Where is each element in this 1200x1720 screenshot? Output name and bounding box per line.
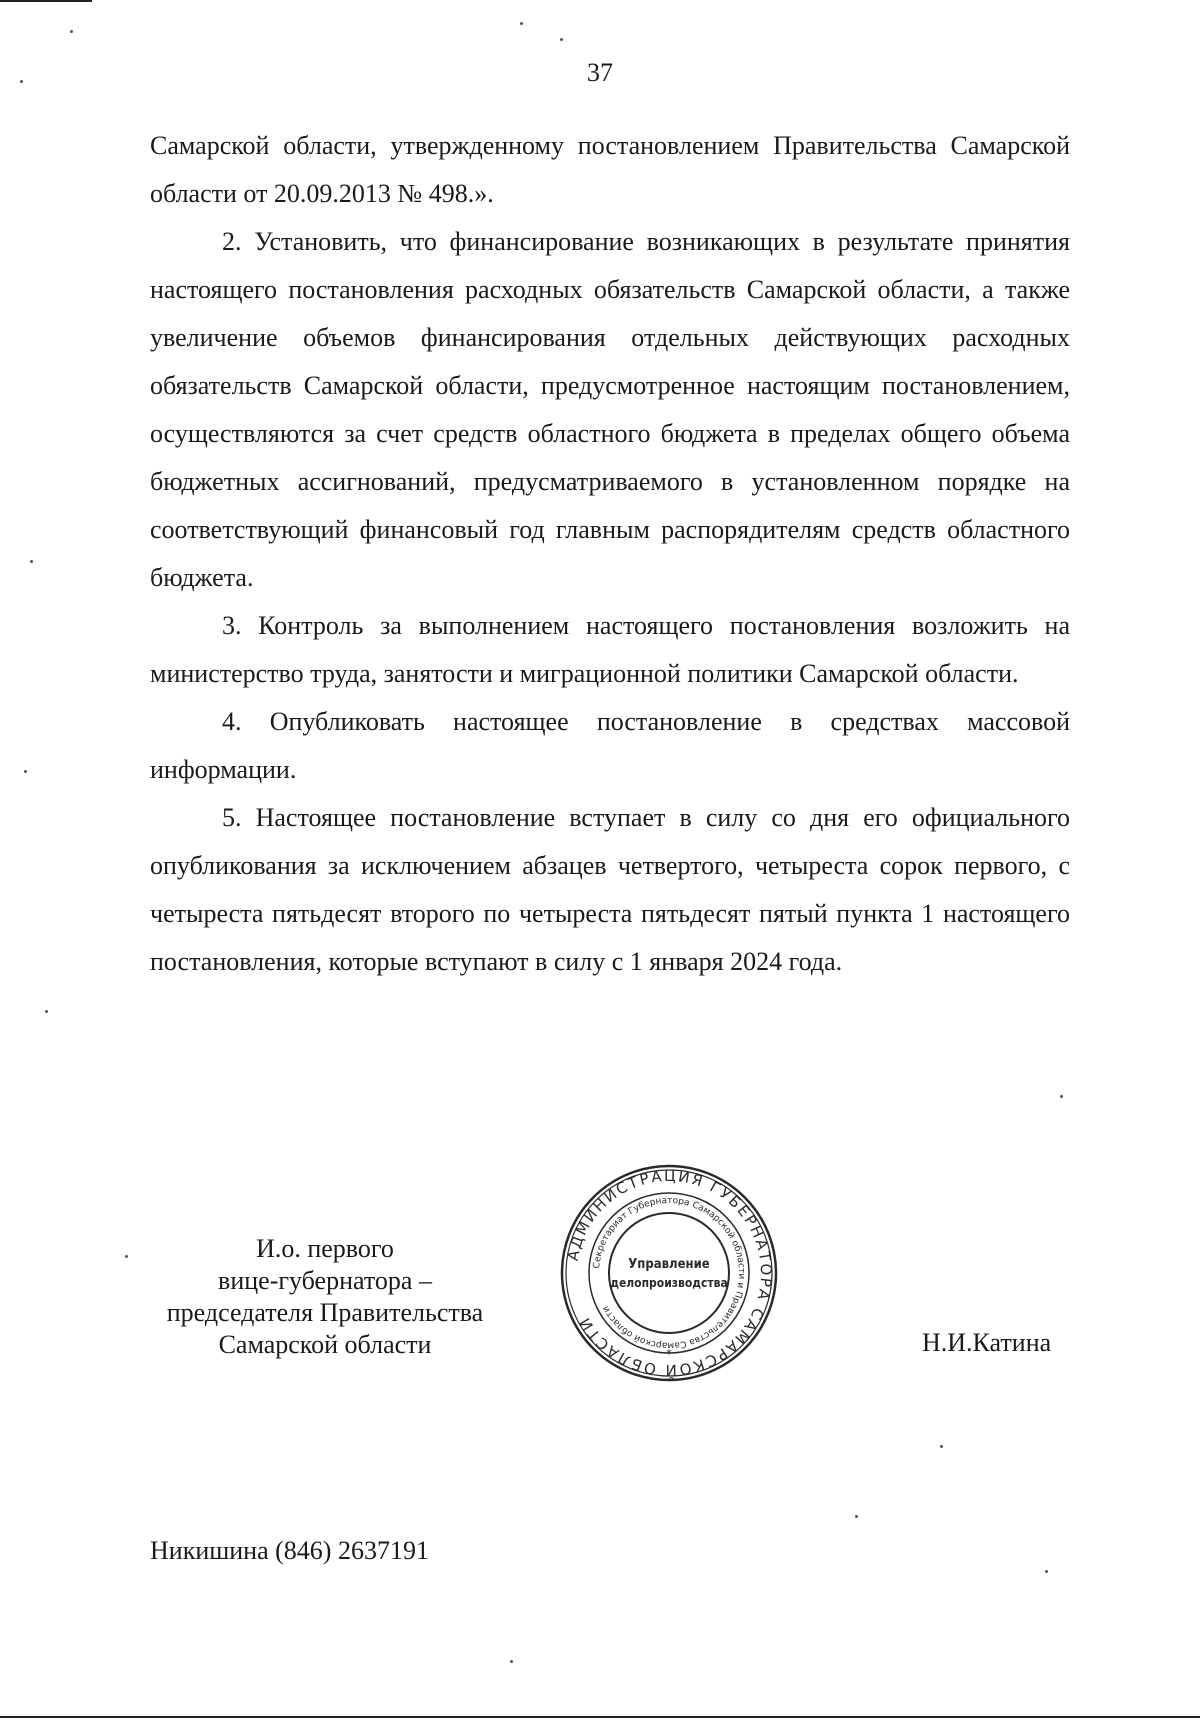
scan-speck	[45, 1010, 48, 1013]
scan-edge-bottom	[0, 1716, 1200, 1718]
signatory-position-line: И.о. первого	[256, 1234, 394, 1263]
scan-speck	[125, 1255, 128, 1258]
scan-speck	[520, 22, 523, 25]
scan-speck	[855, 1515, 858, 1518]
svg-text:Управление: Управление	[628, 1257, 710, 1272]
svg-text:делопроизводства: делопроизводства	[610, 1276, 728, 1290]
paragraph-4-publication: 4. Опубликовать настоящее постановление в средствах массовой информации.	[150, 707, 1070, 784]
signatory-position	[140, 1233, 510, 1361]
scan-speck	[510, 1660, 513, 1663]
scan-speck	[1060, 1095, 1063, 1098]
svg-text:Секретариат Губернатора Самарс: Секретариат Губернатора Самарской области и Правительства Самарской области	[592, 1195, 747, 1351]
page-number: 37	[587, 58, 613, 87]
signatory-position-line: вице-губернатора –	[218, 1266, 432, 1295]
paragraph-continuation: Самарской области, утвержденному постановлением Правительства Самарской области от 20.09.2013 № 498.».	[150, 131, 1070, 208]
scan-speck	[560, 38, 563, 41]
document-body	[150, 122, 1070, 986]
scan-edge-top	[0, 0, 92, 2]
scan-speck	[20, 80, 23, 83]
svg-text:АДМИНИСТРАЦИЯ ГУБЕРНАТОРА САМА: АДМИНИСТРАЦИЯ ГУБЕРНАТОРА САМАРСКОЙ ОБЛАСТИ	[563, 1166, 776, 1380]
executor-contact: Никишина (846) 2637191	[150, 1536, 429, 1565]
paragraph-5-effective-date: 5. Настоящее постановление вступает в силу со дня его официального опубликования за исключением абзацев четвертого, четыреста сорок первого, с четыреста пятьдесят второго по четыреста пятьдесят пятый пункта 1 настоящего постановления, которые вступают в силу с 1 января 2024 года.	[150, 803, 1070, 976]
signatory-position-line: Самарской области	[218, 1330, 432, 1359]
paragraph-3-control: 3. Контроль за выполнением настоящего постановления возложить на министерство труда, занятости и миграционной политики Самарской области.	[150, 611, 1070, 688]
scan-speck	[940, 1445, 943, 1448]
scan-speck	[70, 30, 73, 33]
signatory-position-line: председателя Правительства	[166, 1298, 484, 1327]
stamp-seal-icon	[558, 1162, 780, 1384]
official-stamp	[558, 1162, 780, 1384]
paragraph-2-financing: 2. Установить, что финансирование возникающих в результате принятия настоящего постановления расходных обязательств Самарской области, а также увеличение объемов финансирования отдельных действующих расходных обязательств Самарской области, предусмотренное настоящим постановлением, осуществляются за счет средств областного бюджета в пределах общего объема бюджетных ассигнований, предусматриваемого в установленном порядке на соответствующий финансовый год главным распорядителям средств областного бюджета.	[150, 227, 1070, 592]
scan-speck	[30, 560, 33, 563]
svg-text:*: *	[666, 1347, 672, 1361]
scan-speck	[24, 770, 27, 773]
scan-speck	[1045, 1570, 1048, 1573]
signatory-name: Н.И.Катина	[922, 1328, 1052, 1357]
